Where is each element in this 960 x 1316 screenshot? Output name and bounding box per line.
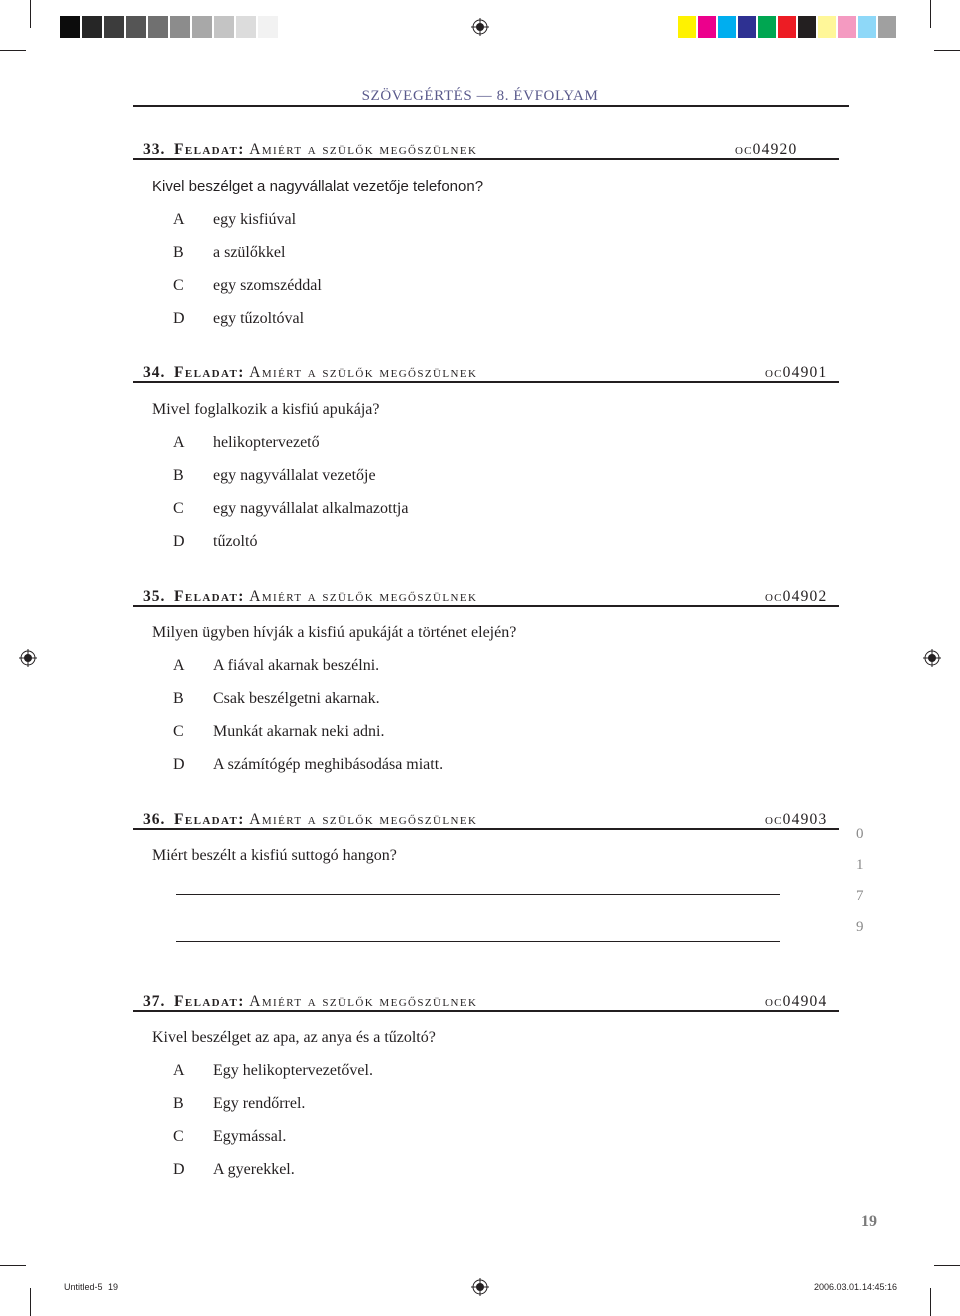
- slug-page: 19: [108, 1282, 119, 1292]
- option-letter: D: [173, 533, 185, 550]
- task-label: Feladat:: [174, 811, 245, 828]
- option-text: a szülőkkel: [213, 244, 286, 261]
- task-number: 36.: [143, 811, 166, 828]
- option-letter: B: [173, 244, 184, 261]
- option-text: egy szomszéddal: [213, 277, 322, 294]
- task-number: 37.: [143, 993, 166, 1010]
- color-swatch: [838, 16, 856, 38]
- color-swatch: [778, 16, 796, 38]
- task-title: [174, 588, 477, 606]
- task-rule: [133, 1010, 839, 1012]
- task-name: Amiért a szülők megőszülnek: [249, 364, 478, 381]
- task-code: oc04902: [765, 588, 828, 605]
- color-swatch: [678, 16, 696, 38]
- task-title: [174, 993, 477, 1011]
- grayscale-swatch: [236, 16, 256, 38]
- color-swatch: [818, 16, 836, 38]
- grayscale-swatch: [148, 16, 168, 38]
- option-text: egy nagyvállalat alkalmazottja: [213, 500, 409, 517]
- crop-mark-top-right-h: [934, 50, 960, 51]
- task-code: oc04920: [735, 141, 798, 158]
- option-letter: A: [173, 211, 185, 228]
- score-code: 9: [856, 919, 864, 935]
- option-text: egy kisfiúval: [213, 211, 297, 228]
- option-text: Egymással.: [213, 1128, 287, 1145]
- grayscale-swatch: [60, 16, 80, 38]
- option-letter: A: [173, 657, 185, 674]
- score-code: 7: [856, 888, 864, 904]
- registration-mark-top: [471, 18, 489, 36]
- crop-mark-top-left-v: [30, 0, 31, 28]
- question-text: Mivel foglalkozik a kisfiú apukája?: [152, 401, 380, 418]
- option-letter: C: [173, 277, 184, 294]
- slug-file-name: Untitled-5: [64, 1282, 103, 1292]
- score-code: 1: [856, 857, 864, 873]
- task-label: Feladat:: [174, 141, 245, 158]
- crop-mark-top-right-v: [930, 0, 931, 28]
- grayscale-swatch: [170, 16, 190, 38]
- crop-mark-top-left-h: [0, 50, 26, 51]
- task-rule: [133, 381, 839, 383]
- option-letter: A: [173, 434, 185, 451]
- color-swatch: [718, 16, 736, 38]
- grayscale-swatch: [104, 16, 124, 38]
- question-text: Kivel beszélget az apa, az anya és a tűzoltó?: [152, 1029, 436, 1046]
- color-swatch: [858, 16, 876, 38]
- task-label: Feladat:: [174, 993, 245, 1010]
- option-letter: C: [173, 500, 184, 517]
- option-text: A fiával akarnak beszélni.: [213, 657, 380, 674]
- question-text: Kivel beszélget a nagyvállalat vezetője telefonon?: [152, 178, 484, 195]
- option-letter: A: [173, 1062, 185, 1079]
- task-name: Amiért a szülők megőszülnek: [249, 588, 478, 605]
- question-text: Miért beszélt a kisfiú suttogó hangon?: [152, 847, 397, 864]
- color-swatch: [738, 16, 756, 38]
- slug-date: 2006.03.01.: [814, 1282, 862, 1292]
- grayscale-swatch: [126, 16, 146, 38]
- task-name: Amiért a szülők megőszülnek: [249, 141, 478, 158]
- task-rule: [133, 158, 839, 160]
- task-name: Amiért a szülők megőszülnek: [249, 993, 478, 1010]
- task-number: 35.: [143, 588, 166, 605]
- crop-mark-bottom-left-h: [0, 1265, 26, 1266]
- color-swatch: [798, 16, 816, 38]
- task-code: oc04901: [765, 364, 828, 381]
- color-swatch: [698, 16, 716, 38]
- option-text: Munkát akarnak neki adni.: [213, 723, 385, 740]
- option-text: tűzoltó: [213, 533, 258, 550]
- task-label: Feladat:: [174, 588, 245, 605]
- registration-mark-right: [923, 649, 941, 667]
- task-rule: [133, 605, 839, 607]
- task-title: [174, 141, 477, 159]
- option-letter: C: [173, 723, 184, 740]
- task-label: Feladat:: [174, 364, 245, 381]
- task-name: Amiért a szülők megőszülnek: [249, 811, 478, 828]
- option-text: A gyerekkel.: [213, 1161, 295, 1178]
- crop-mark-bottom-left-v: [30, 1288, 31, 1316]
- option-letter: C: [173, 1128, 184, 1145]
- option-text: Egy helikoptervezetővel.: [213, 1062, 373, 1079]
- option-text: egy nagyvállalat vezetője: [213, 467, 376, 484]
- task-code: oc04903: [765, 811, 828, 828]
- option-text: Egy rendőrrel.: [213, 1095, 306, 1112]
- grayscale-swatch: [258, 16, 278, 38]
- color-swatch: [878, 16, 896, 38]
- option-text: A számítógép meghibásodása miatt.: [213, 756, 444, 773]
- answer-line[interactable]: [176, 941, 780, 942]
- running-head: SZÖVEGÉRTÉS — 8. ÉVFOLYAM: [361, 88, 599, 104]
- answer-line[interactable]: [176, 894, 780, 895]
- task-code: oc04904: [765, 993, 828, 1010]
- option-letter: B: [173, 467, 184, 484]
- grayscale-swatch: [192, 16, 212, 38]
- score-code: 0: [856, 826, 864, 842]
- option-text: egy tűzoltóval: [213, 310, 305, 327]
- task-title: [174, 364, 477, 382]
- question-text: Milyen ügyben hívják a kisfiú apukáját a történet elején?: [152, 624, 517, 641]
- option-letter: D: [173, 310, 185, 327]
- option-text: Csak beszélgetni akarnak.: [213, 690, 380, 707]
- task-number: 34.: [143, 364, 166, 381]
- crop-mark-bottom-right-v: [930, 1288, 931, 1316]
- grayscale-swatch: [214, 16, 234, 38]
- option-letter: B: [173, 690, 184, 707]
- registration-mark-left: [19, 649, 37, 667]
- grayscale-swatch: [82, 16, 102, 38]
- option-letter: B: [173, 1095, 184, 1112]
- task-title: [174, 811, 477, 829]
- option-text: helikoptervezető: [213, 434, 320, 451]
- option-letter: D: [173, 756, 185, 773]
- crop-mark-bottom-right-h: [934, 1265, 960, 1266]
- registration-mark-bottom: [471, 1278, 489, 1296]
- option-letter: D: [173, 1161, 185, 1178]
- task-rule: [133, 828, 839, 830]
- color-swatch: [758, 16, 776, 38]
- slug-time: 14:45:16: [862, 1282, 898, 1292]
- task-number: 33.: [143, 141, 166, 158]
- page-number: 19: [861, 1213, 877, 1230]
- header-rule: [133, 105, 849, 107]
